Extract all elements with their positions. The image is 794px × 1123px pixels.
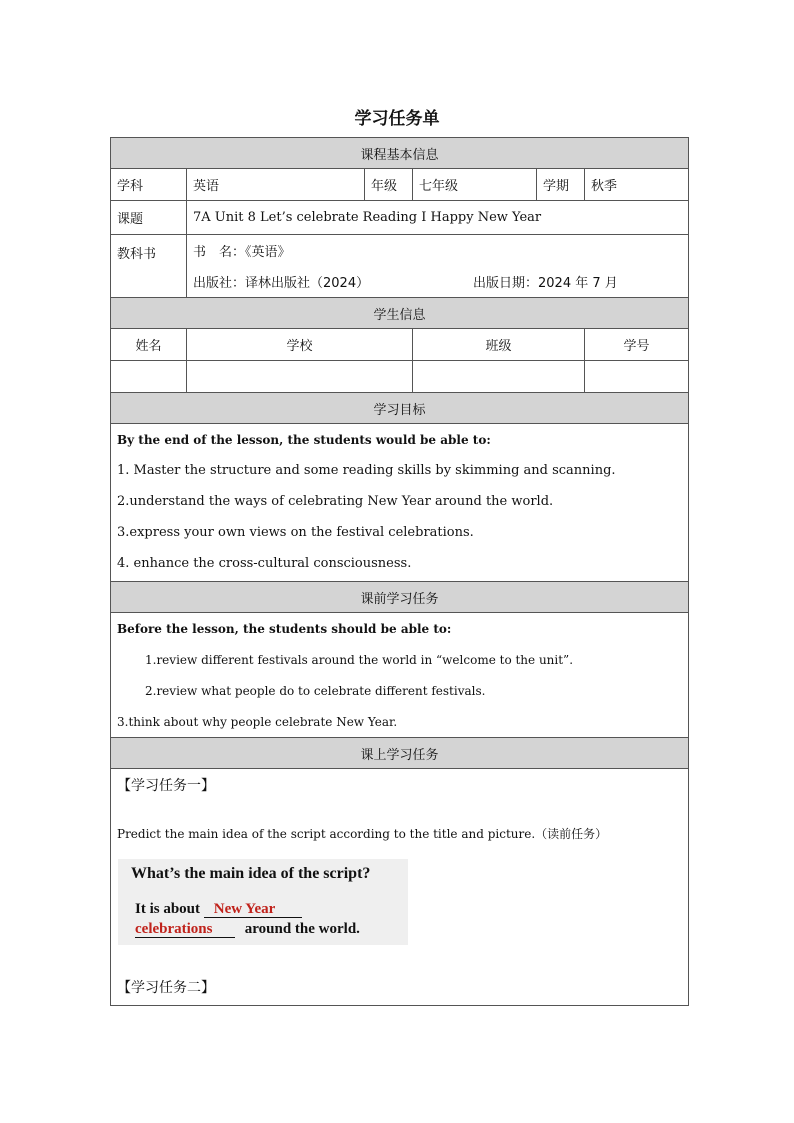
objectives-row xyxy=(111,424,689,582)
textbook-label: 教科书 xyxy=(111,235,187,298)
figure-answer-line-1 xyxy=(135,901,302,918)
publish-date: 出版日期：2024 年 7 月 xyxy=(473,276,618,291)
in-class-row xyxy=(111,769,689,1006)
grade-value: 七年级 xyxy=(413,169,537,201)
objectives-intro: By the end of the lesson, the students would be able to: xyxy=(117,432,491,447)
figure-answer-line-2 xyxy=(135,921,360,938)
course-info-header: 课程基本信息 xyxy=(111,138,689,169)
subject-label: 学科 xyxy=(111,169,187,201)
pre-class-intro: Before the lesson, the students should be able to: xyxy=(117,621,452,636)
publisher-line xyxy=(193,266,682,297)
student-columns-row xyxy=(111,329,689,361)
figure-answer-blank-2: celebrations xyxy=(135,922,235,938)
task-one-heading: 【学习任务一】 xyxy=(117,778,215,794)
book-name: 书 名：《英语》 xyxy=(193,245,291,260)
subject-value: 英语 xyxy=(187,169,365,201)
course-basic-row xyxy=(111,169,689,201)
in-class-header-row xyxy=(111,738,689,769)
objectives-header: 学习目标 xyxy=(111,393,689,424)
publisher: 出版社：译林出版社（2024） xyxy=(193,276,370,291)
student-name-header: 姓名 xyxy=(111,329,187,361)
figure-suffix: around the world. xyxy=(244,921,360,937)
pre-class-item: 3.think about why people celebrate New Year. xyxy=(117,714,398,729)
student-info-header: 学生信息 xyxy=(111,298,689,329)
textbook-row xyxy=(111,235,689,298)
objective-item: 2.understand the ways of celebrating New Year around the world. xyxy=(117,494,554,509)
pre-class-item: 2.review what people do to celebrate different festivals. xyxy=(145,683,486,698)
objectives-header-row xyxy=(111,393,689,424)
student-info-header-row xyxy=(111,298,689,329)
topic-label: 课题 xyxy=(111,201,187,235)
figure-question: What’s the main idea of the script? xyxy=(131,865,371,882)
figure-answer-blank-1: New Year xyxy=(204,902,302,918)
term-label: 学期 xyxy=(537,169,585,201)
pre-class-content xyxy=(111,613,689,738)
pre-class-header: 课前学习任务 xyxy=(111,582,689,613)
topic-value: 7A Unit 8 Let’s celebrate Reading Ⅰ Happy New Year xyxy=(187,201,689,235)
task-sheet-table xyxy=(110,137,689,1006)
topic-row xyxy=(111,201,689,235)
class-cell[interactable] xyxy=(413,361,585,393)
student-id-cell[interactable] xyxy=(585,361,689,393)
figure-prefix: It is about xyxy=(135,901,201,917)
course-info-header-row xyxy=(111,138,689,169)
pre-class-item: 1.review different festivals around the world in “welcome to the unit”. xyxy=(145,652,574,667)
document-title: 学习任务单 xyxy=(354,109,440,129)
objective-item: 3.express your own views on the festival celebrations. xyxy=(117,525,474,540)
in-class-task-block xyxy=(111,769,688,1005)
textbook-info xyxy=(187,235,689,298)
school-cell[interactable] xyxy=(187,361,413,393)
student-name-cell[interactable] xyxy=(111,361,187,393)
class-header: 班级 xyxy=(413,329,585,361)
pre-class-header-row xyxy=(111,582,689,613)
objectives-content xyxy=(111,424,689,582)
student-input-row xyxy=(111,361,689,393)
in-class-header: 课上学习任务 xyxy=(111,738,689,769)
school-header: 学校 xyxy=(187,329,413,361)
student-id-header: 学号 xyxy=(585,329,689,361)
grade-label: 年级 xyxy=(365,169,413,201)
objective-item: 4. enhance the cross-cultural consciousness. xyxy=(117,556,412,571)
term-value: 秋季 xyxy=(585,169,689,201)
main-idea-figure xyxy=(118,859,408,945)
task-two-heading: 【学习任务二】 xyxy=(117,980,215,996)
pre-class-row xyxy=(111,613,689,738)
task-one-instruction: Predict the main idea of the script according to the title and picture.（读前任务） xyxy=(117,827,608,841)
in-class-content xyxy=(111,769,689,1006)
objective-item: 1. Master the structure and some reading skills by skimming and scanning. xyxy=(117,463,616,478)
